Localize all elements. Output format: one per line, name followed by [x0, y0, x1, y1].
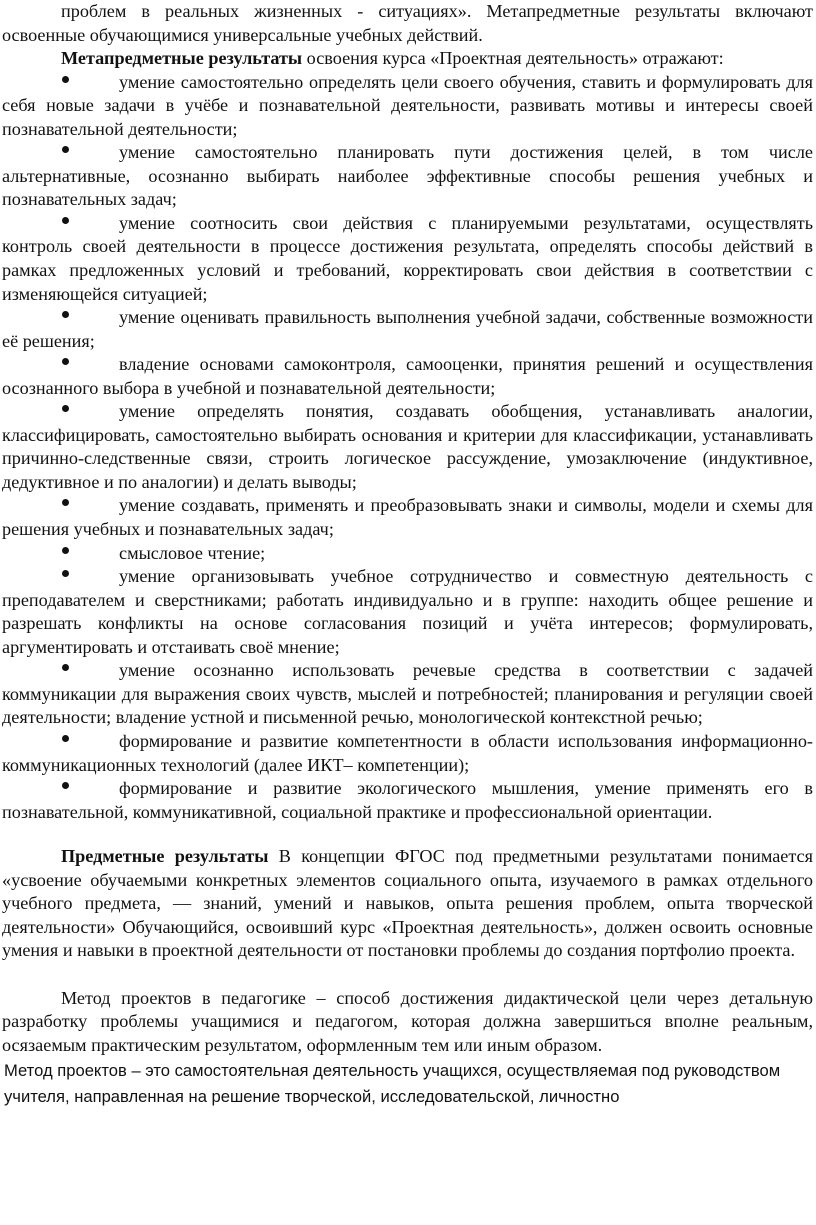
method-paragraph: Метод проектов в педагогике – способ достижения дидактической цели через детальную разработку проблемы учащимися и педагогом, которая должна завершиться вполне реальным, осязаемым практическим результатом, оформленным тем или иным образом. — [2, 987, 813, 1055]
list-item — [2, 141, 813, 212]
list-item — [2, 353, 813, 400]
list-item-text: умение оценивать правильность выполнения учебной задачи, собственные возможности её решения; — [2, 307, 813, 351]
meta-results-heading-rest: освоения курса «Проектная деятельность» отражают: — [302, 48, 724, 69]
list-item — [2, 212, 813, 306]
list-item — [2, 494, 813, 541]
list-item-text: умение соотносить свои действия с планируемыми результатами, осуществлять контроль своей деятельности в процессе достижения результата, определять способы действий в рамках предложенных условий и требований, корректировать свои действия в соответствии с изменяющейся ситуацией; — [2, 212, 813, 304]
list-item-text: умение самостоятельно определять цели своего обучения, ставить и формулировать для себя новые задачи в учёбе и познавательной деятельности, развивать мотивы и интересы своей познавательной деятельности; — [2, 71, 813, 139]
list-item-text: смысловое чтение; — [119, 542, 266, 563]
section-gap — [2, 824, 813, 845]
list-item — [2, 659, 813, 730]
meta-results-heading-bold: Метапредметные результаты — [61, 48, 303, 69]
list-item — [2, 565, 813, 659]
list-item-text: умение создавать, применять и преобразовывать знаки и символы, модели и схемы для решения учебных и познавательных задач; — [2, 495, 813, 540]
list-item — [2, 542, 813, 566]
meta-results-heading — [2, 47, 813, 71]
list-item-text: умение осознанно использовать речевые средства в соответствии с задачей коммуникации для выражения своих чувств, мыслей и потребностей; планирования и регуляции своей деятельности; владение устной и письменной речью, монологической контекстной речью; — [2, 660, 813, 728]
list-item — [2, 71, 813, 142]
subject-results-text: В концепции ФГОС под предметными результатами понимается «усвоение обучаемыми конкретных элементов социального опыта, изучаемого в рамках отдельного учебного предмета, — знаний, умений и навыков, опыта решения проблем, опыта творческой деятельности» Обучающийся, освоивший курс «Проектная деятельность», должен освоить основные умения и навыки в проектной деятельности от постановки проблемы до создания портфолио проекта. — [2, 846, 813, 961]
list-item-text: формирование и развитие экологического мышления, умение применять его в познавательной, коммуникативной, социальной практике и профессиональной ориентации. — [2, 778, 813, 822]
intro-paragraph: проблем в реальных жизненных - ситуациях». Метапредметные результаты включают освоенные обучающимися универсальные учебных действий. — [2, 1, 813, 45]
subject-results-paragraph — [2, 845, 813, 963]
list-item-text: владение основами самоконтроля, самооценки, принятия решений и осуществления осознанного выбора в учебной и познавательной деятельности; — [2, 354, 813, 398]
list-item — [2, 400, 813, 494]
list-item-text: умение определять понятия, создавать обобщения, устанавливать аналогии, классифицировать, самостоятельно выбирать основания и критерии для классификации, устанавливать причинно-следственные связи, строить логическое рассуждение, умозаключение (индуктивное, дедуктивное и по аналогии) и делать выводы; — [2, 401, 813, 492]
subject-results-heading: Предметные результаты — [61, 846, 269, 867]
list-item-text: умение организовывать учебное сотрудничество и совместную деятельность с преподавателем и сверстниками; работать индивидуально и в группе: находить общее решение и разрешать конфликты на основе согласования позиций и учёта интересов; формулировать, аргументировать и отстаивать своё мнение; — [2, 566, 813, 657]
meta-results-list — [2, 71, 813, 825]
list-item-text: формирование и развитие компетентности в области использования информационно-коммуникационных технологий (далее ИКТ– компетенции); — [2, 730, 813, 775]
list-item — [2, 777, 813, 824]
list-item — [2, 306, 813, 353]
list-item-text: умение самостоятельно планировать пути достижения целей, в том числе альтернативные, осознанно выбирать наиболее эффективные способы решения учебных и познавательных задач; — [2, 142, 813, 210]
method-definition: Метод проектов – это самостоятельная деятельность учащихся, осуществляемая под руководством учителя, направленная на решение творческой, исследовательской, личностно — [4, 1060, 781, 1106]
section-gap — [2, 963, 813, 987]
list-item — [2, 730, 813, 777]
